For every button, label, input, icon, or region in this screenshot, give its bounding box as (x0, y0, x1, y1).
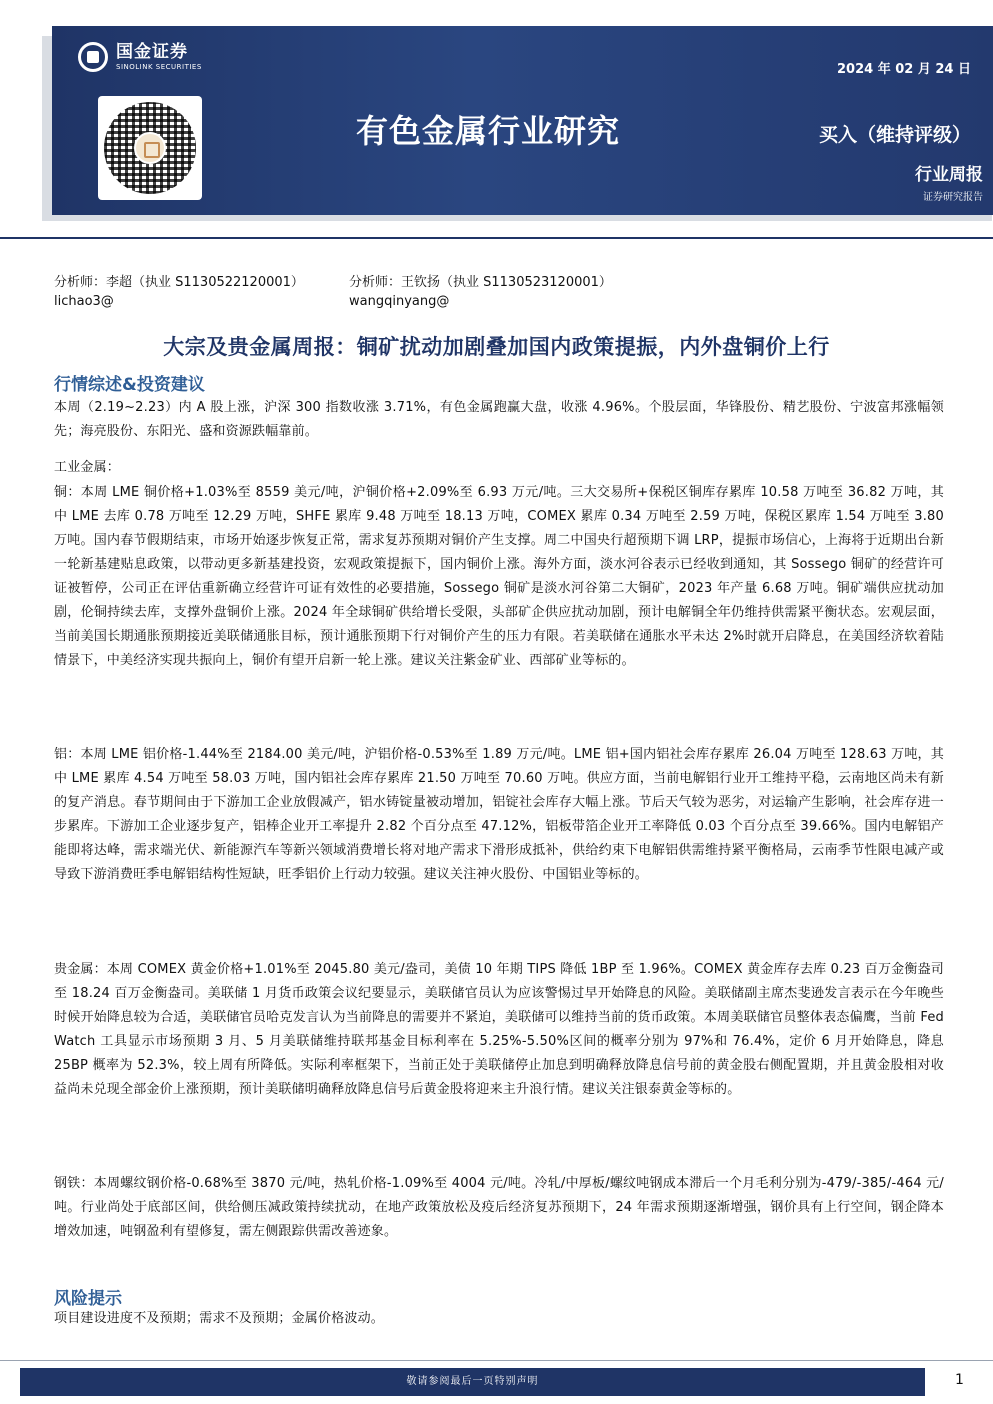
report-date: 2024 年 02 月 24 日 (837, 62, 971, 77)
precious-metals-paragraph: 贵金属：本周 COMEX 黄金价格+1.01%至 2045.80 美元/盎司，美债 10 年期 TIPS 降低 1BP 至 1.96%。COMEX 黄金库存去库 0.23 百万金衡盎司至 18.24 百万金衡盎司。美联储 1 月货币政策会议纪要显示，美联储官员认为应该警惕过早开始降息的风险。美联储副主席杰斐逊发言表示在今年晚些时候开始降息较为合适，美联储官员哈克发言认为当前降息的需要并不紧迫，美联储可以维持当前的货币政策。本周美联储官员整体表态偏鹰，当前 Fed Watch 工具显示市场预期 3 月、5 月美联储维持联邦基金目标利率在 5.25%-5.50%区间的概率分别为 97%和 76.4%，定价 6 月开始降息，降息 25BP 概率为 52.3%，较上周有所降低。实际利率框架下，当前正处于美联储停止加息到明确释放降息信号前的黄金股右侧配置期，并且黄金股相对收益尚未兑现全部金价上涨预期，预计美联储明确释放降息信号后黄金股将迎来主升浪行情。建议关注银泰黄金等标的。 (54, 962, 944, 1097)
footer-divider (0, 1360, 993, 1361)
report-title: 大宗及贵金属周报：铜矿扰动加剧叠加国内政策提振，内外盘铜价上行 (163, 335, 830, 359)
analyst-2-email: wangqinyang@ (349, 294, 450, 309)
report-type: 行业周报 (915, 165, 983, 185)
page-number: 1 (955, 1372, 964, 1388)
report-header (52, 26, 993, 215)
section-heading-risk: 风险提示 (54, 1289, 122, 1309)
company-logo (78, 42, 202, 72)
header-divider (0, 237, 993, 239)
steel-paragraph: 钢铁：本周螺纹钢价格-0.68%至 3870 元/吨，热轧价格-1.09%至 4004 元/吨。冷轧/中厚板/螺纹吨钢成本滞后一个月毛利分别为-479/-385/-464 元/吨。行业尚处于底部区间，供给侧压减政策持续扰动，在地产政策放松及疫后经济复苏预期下，24 年需求预期逐渐增强，钢价具有上行空间，钢企降本增效加速，吨钢盈利有望修复，需左侧跟踪供需改善迹象。 (54, 1176, 944, 1239)
section-heading-overview: 行情综述&投资建议 (54, 375, 205, 395)
qr-center-logo-icon (134, 132, 166, 164)
analyst-1 (54, 273, 304, 311)
copper-paragraph: 铜：本周 LME 铜价格+1.03%至 8559 美元/吨，沪铜价格+2.09%至 6.93 万元/吨。三大交易所+保税区铜库存累库 10.58 万吨至 36.82 万吨，其中 LME 去库 0.78 万吨至 12.29 万吨，SHFE 累库 9.48 万吨至 18.13 万吨，COMEX 累库 0.34 万吨至 2.59 万吨，保税区累库 1.54 万吨至 3.80 万吨。国内春节假期结束，市场开始逐步恢复正常，需求复苏预期对铜价产生支撑。周二中国央行超预期下调 LRP，提振市场信心，上海将于近期出台新一轮新基建贴息政策，以带动更多新基建投资，宏观政策提振下，国内铜价上涨。海外方面，淡水河谷表示已经收到通知，其 Sossego 铜矿的经营许可证被暂停，公司正在评估重新确立经营许可证有效性的必要措施，Sossego 铜矿是淡水河谷第二大铜矿，2023 年产量 6.68 万吨。铜矿端供应扰动加剧，伦铜持续去库，支撑外盘铜价上涨。2024 年全球铜矿供给增长受限，头部矿企供应扰动加剧，预计电解铜全年仍维持供需紧平衡状态。宏观层面，当前美国长期通胀预期接近美联储通胀目标，预计通胀预期下行对铜价产生的压力有限。若美联储在通胀水平未达 2%时就开启降息，在美国经济软着陆情景下，中美经济实现共振向上，铜价有望开启新一轮上涨。建议关注紫金矿业、西部矿业等标的。 (54, 485, 944, 668)
logo-name-cn: 国金证券 (116, 41, 188, 62)
overview-paragraph: 本周（2.19~2.23）内 A 股上涨，沪深 300 指数收涨 3.71%，有色金属跑赢大盘，收涨 4.96%。个股层面，华锋股份、精艺股份、宁波富邦涨幅领先；海亮股份、东阳光、盛和资源跌幅靠前。 (54, 400, 944, 439)
qr-code-icon (98, 96, 202, 200)
logo-name-en: SINOLINK SECURITIES (116, 62, 202, 71)
industrial-metals-label: 工业金属： (54, 460, 121, 475)
footer-disclaimer: 敬请参阅最后一页特别声明 (20, 1368, 925, 1396)
analyst-2-name: 分析师：王钦扬（执业 S1130523120001） (349, 275, 612, 290)
logo-icon (78, 42, 108, 72)
aluminum-paragraph: 铝：本周 LME 铝价格-1.44%至 2184.00 美元/吨，沪铝价格-0.53%至 1.89 万元/吨。LME 铝+国内铝社会库存累库 26.04 万吨至 128.63 万吨，其中 LME 累库 4.54 万吨至 58.03 万吨，国内铝社会库存累库 21.50 万吨至 70.60 万吨。供应方面，当前电解铝行业开工维持平稳，云南地区尚未有新的复产消息。春节期间由于下游加工企业放假减产，铝水铸锭量被动增加，铝锭社会库存大幅上涨。节后天气较为恶劣，对运输产生影响，社会库存进一步累库。下游加工企业逐步复产，铝棒企业开工率提升 2.82 个百分点至 47.12%，铝板带箔企业开工率降低 0.03 个百分点至 39.66%。国内电解铝产能即将达峰，需求端光伏、新能源汽车等新兴领域消费增长将对地产需求下滑形成抵补，供给约束下电解铝供需维持紧平衡格局，云南季节性限电减产或导致下游消费旺季电解铝结构性短缺，旺季铝价上行动力较强。建议关注神火股份、中国铝业等标的。 (54, 747, 944, 882)
rating: 买入（维持评级） (818, 124, 971, 146)
analyst-1-name: 分析师：李超（执业 S1130522120001） (54, 275, 304, 290)
report-subtype: 证券研究报告 (923, 192, 983, 203)
industry-title: 有色金属行业研究 (356, 112, 621, 150)
risk-paragraph: 项目建设进度不及预期；需求不及预期；金属价格波动。 (54, 1311, 385, 1326)
analyst-1-email: lichao3@ (54, 294, 114, 309)
analyst-2 (349, 273, 612, 311)
